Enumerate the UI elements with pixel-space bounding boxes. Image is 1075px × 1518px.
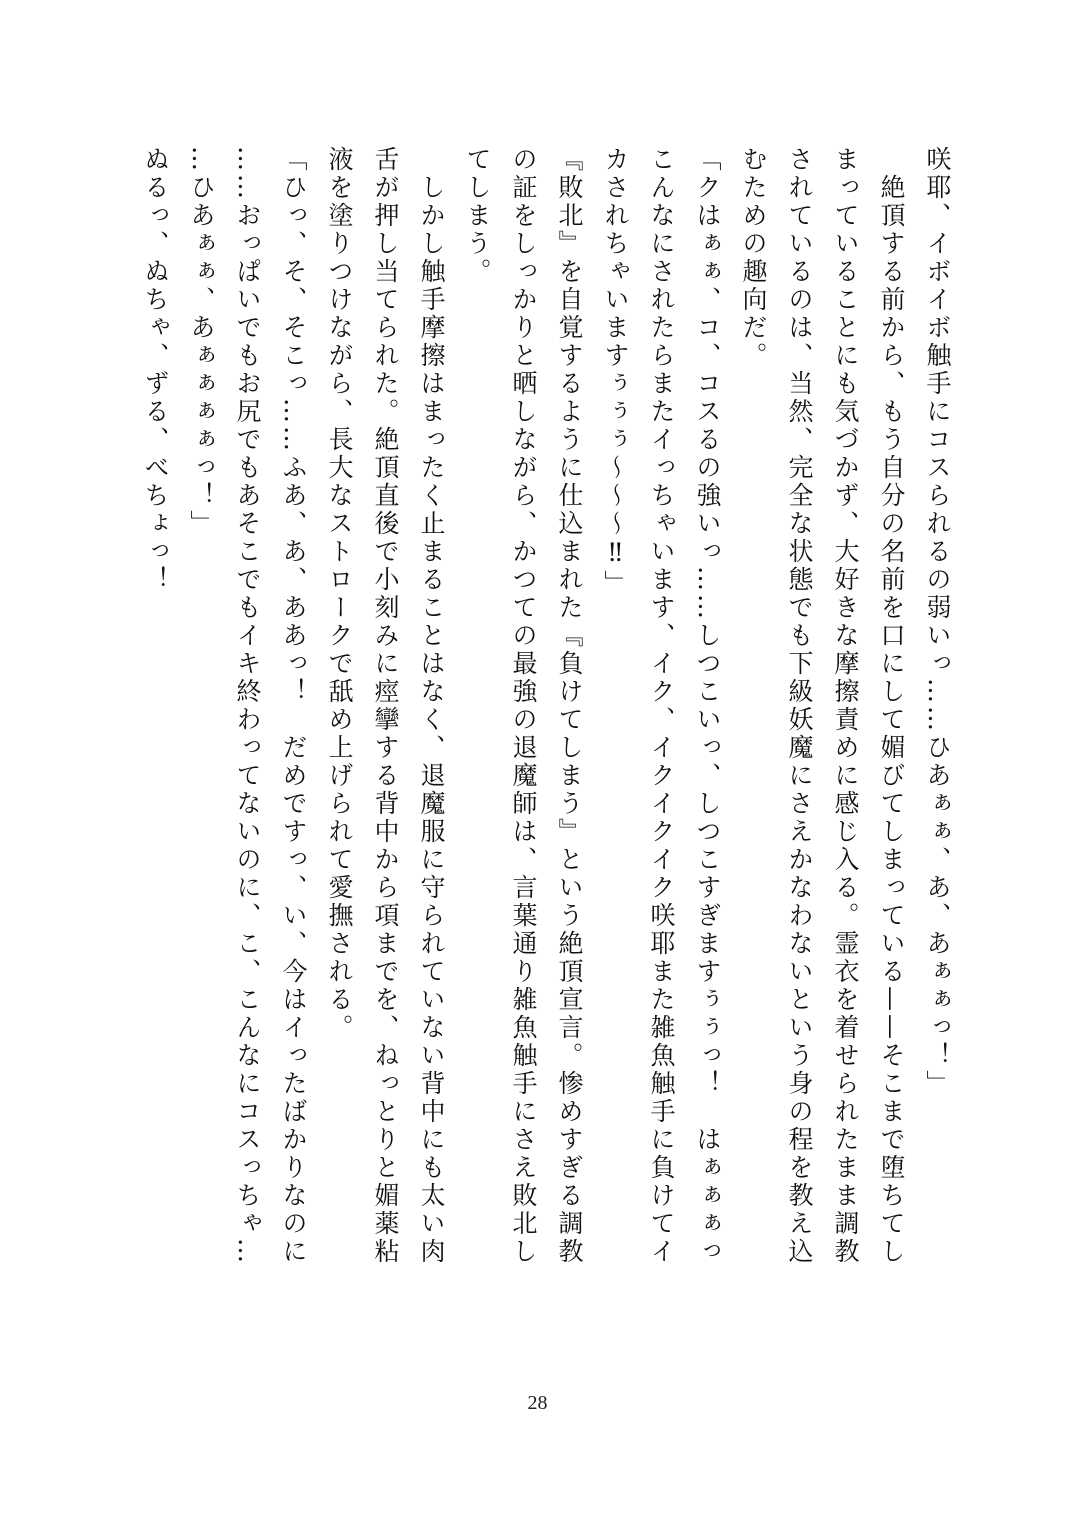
text-line: まっていることにも気づかず、大好きな摩擦責めに感じ入る。霊衣を着せられたまま調教 [831,146,860,1266]
text-line: されているのは、当然、完全な状態でも下級妖魔にさえかなわないという身の程を教え込 [785,146,814,1266]
text-line: の証をしっかりと晒しながら、かつての最強の退魔師は、言葉通り雑魚触手にさえ敗北し [509,146,538,1266]
text-line: むための趣向だ。 [739,146,768,370]
page-number: 28 [527,1392,548,1414]
text-line: しかし触手摩擦はまったく止まることはなく、退魔服に守られていない背中にも太い肉 [417,146,446,1266]
text-line: 「クはぁぁ、コ、コスるの強いっ……しつこいっ、しつこすぎますぅぅっ！ はぁぁぁっ [693,146,722,1266]
text-line: てしまう。 [463,146,492,286]
vertical-text-body [100,146,960,1326]
text-line: ……おっぱいでもお尻でもあそこでもイキ終わってないのに、こ、こんなにコスっちゃ… [233,146,262,1266]
text-line: カされちゃいますぅぅぅ〜〜〜‼」 [601,146,630,598]
text-line: 「ひっ、そ、そこっ……ふあ、あ、ああっ！ だめですっ、い、今はイったばかりなのに [279,146,308,1266]
text-line: 絶頂する前から、もう自分の名前を口にして媚びてしまっている——そこまで堕ちてし [877,146,906,1266]
text-line: こんなにされたらまたイっちゃいます、イク、イクイクイク咲耶また雑魚触手に負けてイ [647,146,676,1266]
text-line: 咲耶、イボイボ触手にコスられるの弱いっ……ひあぁぁ、あ、あぁぁっ！」 [923,146,952,1098]
text-line: 液を塗りつけながら、長大なストロークで舐め上げられて愛撫される。 [325,146,354,1042]
text-line: 『敗北』を自覚するように仕込まれた『負けてしまう』という絶頂宣言。惨めすぎる調教 [555,146,584,1266]
text-line: ぬるっ、ぬちゃ、ずる、べちょっ！ [141,146,170,594]
text-line: …ひあぁぁ、あぁぁぁぁっ！」 [187,146,216,538]
text-line: 舌が押し当てられた。絶頂直後で小刻みに痙攣する背中から項までを、ねっとりと媚薬粘 [371,146,400,1266]
